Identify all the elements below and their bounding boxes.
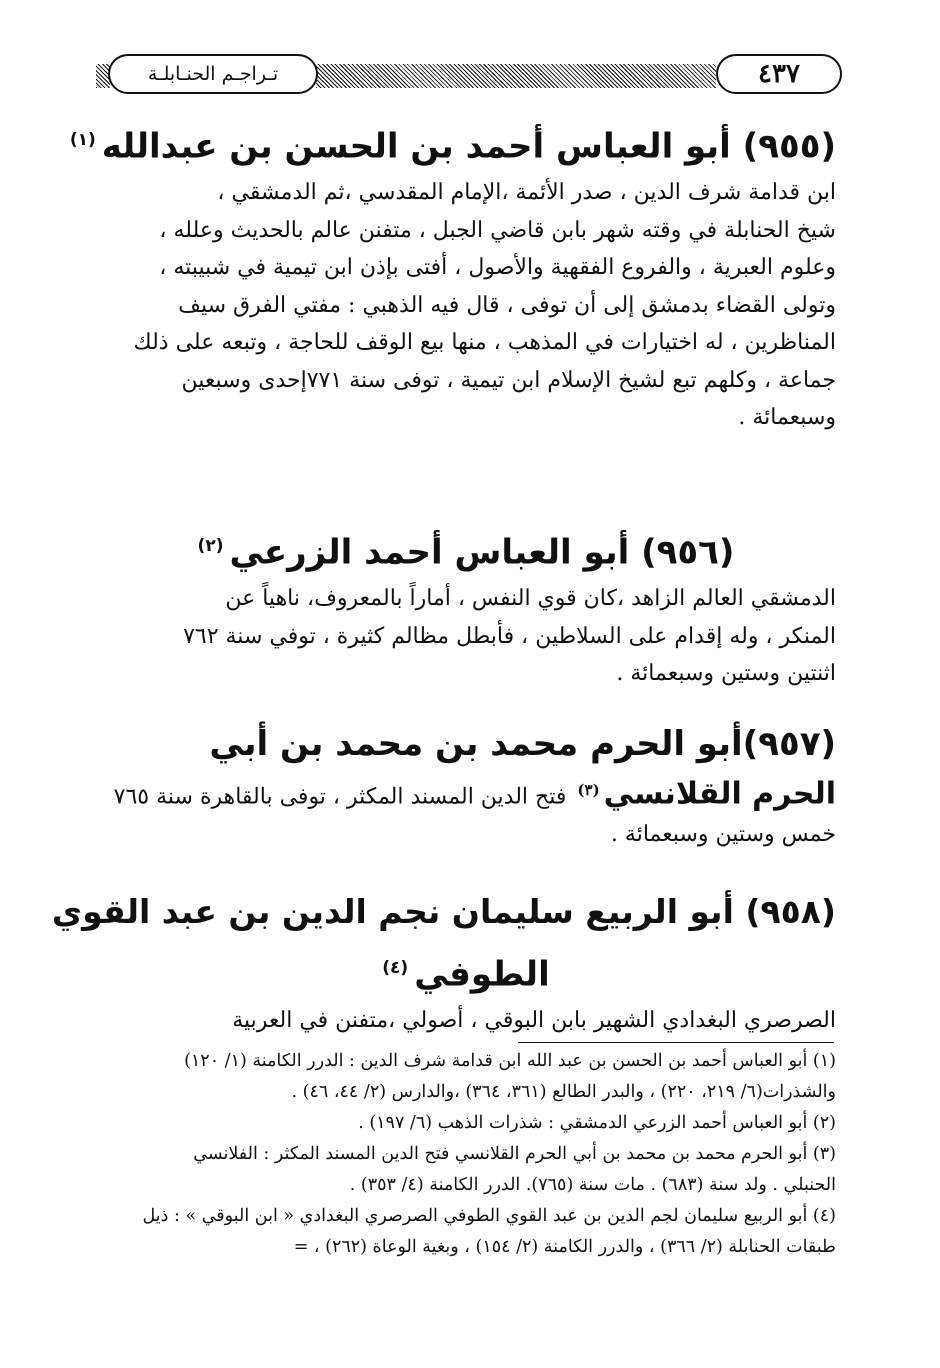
body-line: وسبعمائة . xyxy=(738,405,836,431)
footnotes xyxy=(96,1046,836,1263)
body-line: جماعة ، وكلهم تبع لشيخ الإسلام ابن تيمية ، توفى سنة ٧٧١إحدى وسبعين xyxy=(181,367,836,393)
entry-body xyxy=(96,816,836,854)
footnote-ref: (١) xyxy=(69,130,96,150)
body-line: الدمشقي العالم الزاهد ،كان قوي النفس ، أماراً بالمعروف، ناهياً عن xyxy=(225,586,836,612)
entry-heading: (٩٥٥) أبو العباس أحمد بن الحسن بن عبدالله$^{(١)}$ xyxy=(69,126,836,167)
entry-body xyxy=(96,174,836,437)
entry-957 xyxy=(96,716,836,853)
entry-955 xyxy=(69,112,836,437)
page-number: ٤٣٧ xyxy=(716,54,842,94)
body-line: المنكر ، وله إقدام على السلاطين ، فأبطل مظالم كثيرة ، توفي سنة ٧٦٢ xyxy=(183,623,836,649)
body-line: وتولى القضاء بدمشق إلى أن توفى ، قال فيه الذهبي : مفتي الفرق سيف xyxy=(178,292,836,318)
entry-heading: (٩٥٦) أبو العباس أحمد الزرعي$^{(٢)}$ xyxy=(197,532,735,573)
entry-958 xyxy=(51,884,836,1040)
body-line: الصرصري البغدادي الشهير بابن البوقي ، أصولي ،متفنن في العربية xyxy=(232,1008,836,1034)
body-text: فتح الدين المسند المكثر ، توفى بالقاهرة سنة ٧٦٥ xyxy=(113,784,567,810)
entry-body-first-line xyxy=(96,772,836,816)
body-line: وعلوم العبرية ، والفروع الفقهية والأصول ، أفتى بإذن ابن تيمية في شبيبته ، xyxy=(159,255,836,281)
footnote-ref: (٢) xyxy=(197,536,224,556)
entry-heading-continued: الطوفي$^{(٤)}$ xyxy=(382,954,550,995)
running-title: تـراجـم الحنـابلـة xyxy=(108,54,318,94)
footnote-ref: (٤) xyxy=(382,958,409,978)
footnote-2: (٢) أبو العباس أحمد الزرعي الدمشقي : شذرات الذهب (٦/ ١٩٧) . xyxy=(358,1113,836,1133)
body-line: خمس وستين وسبعمائة . xyxy=(610,821,836,847)
body-line: شيخ الحنابلة في وقته شهر بابن قاضي الجبل ، متفنن عالم بالحديث وعلله ، xyxy=(159,217,836,243)
footnote-ref: (٣) xyxy=(577,781,600,799)
footnote-separator xyxy=(518,1042,834,1043)
entry-body xyxy=(96,580,836,693)
entry-956 xyxy=(96,518,836,693)
page-header xyxy=(96,54,846,100)
footnote-1: (١) أبو العباس أحمد بن الحسن بن عبد الله ابن قدامة شرف الدين : الدرر الكامنة (١/ ١٢٠) والشذرات(٦/ ٢١٩، ٢٢٠) ، والبدر الطالع (٣٦١، ٣٦٤) ،والدارس (٢/ ٤٤، ٤٦) . xyxy=(184,1051,836,1102)
footnote-3: (٣) أبو الحرم محمد بن محمد بن أبي الحرم القلانسي فتح الدين المسند المكثر : الفلانسي الحنبلي . ولد سنة (٦٨٣) . مات سنة (٧٦٥). الدرر الكامنة (٤/ ٣٥٣) . xyxy=(193,1144,836,1195)
entry-heading: (٩٥٨) أبو الربيع سليمان نجم الدين بن عبد القوي xyxy=(51,892,836,931)
entry-heading: (٩٥٧)أبو الحرم محمد بن محمد بن أبي xyxy=(209,724,836,764)
footnote-4: (٤) أبو الربيع سليمان لجم الدين بن عبد القوي الطوفي الصرصري البغدادي « ابن البوقي » : ذيل طبقات الحنابلة (٢/ ٣٦٦) ، والدرر الكامنة (٢/ ١٥٤) ، وبغية الوعاة (٢٦٢) ، = xyxy=(142,1206,836,1257)
entry-body xyxy=(96,1002,836,1040)
body-line: المناظرين ، له اختيارات في المذهب ، منها بيع الوقف للحاجة ، وتبعه على ذلك xyxy=(133,330,836,356)
entry-heading-continued: الحرم القلانسي xyxy=(603,776,836,812)
header-hatch-middle xyxy=(316,64,716,88)
body-line: اثنتين وستين وسبعمائة . xyxy=(616,661,836,687)
body-line: ابن قدامة شرف الدين ، صدر الأئمة ،الإمام المقدسي ،ثم الدمشقي ، xyxy=(217,180,836,206)
